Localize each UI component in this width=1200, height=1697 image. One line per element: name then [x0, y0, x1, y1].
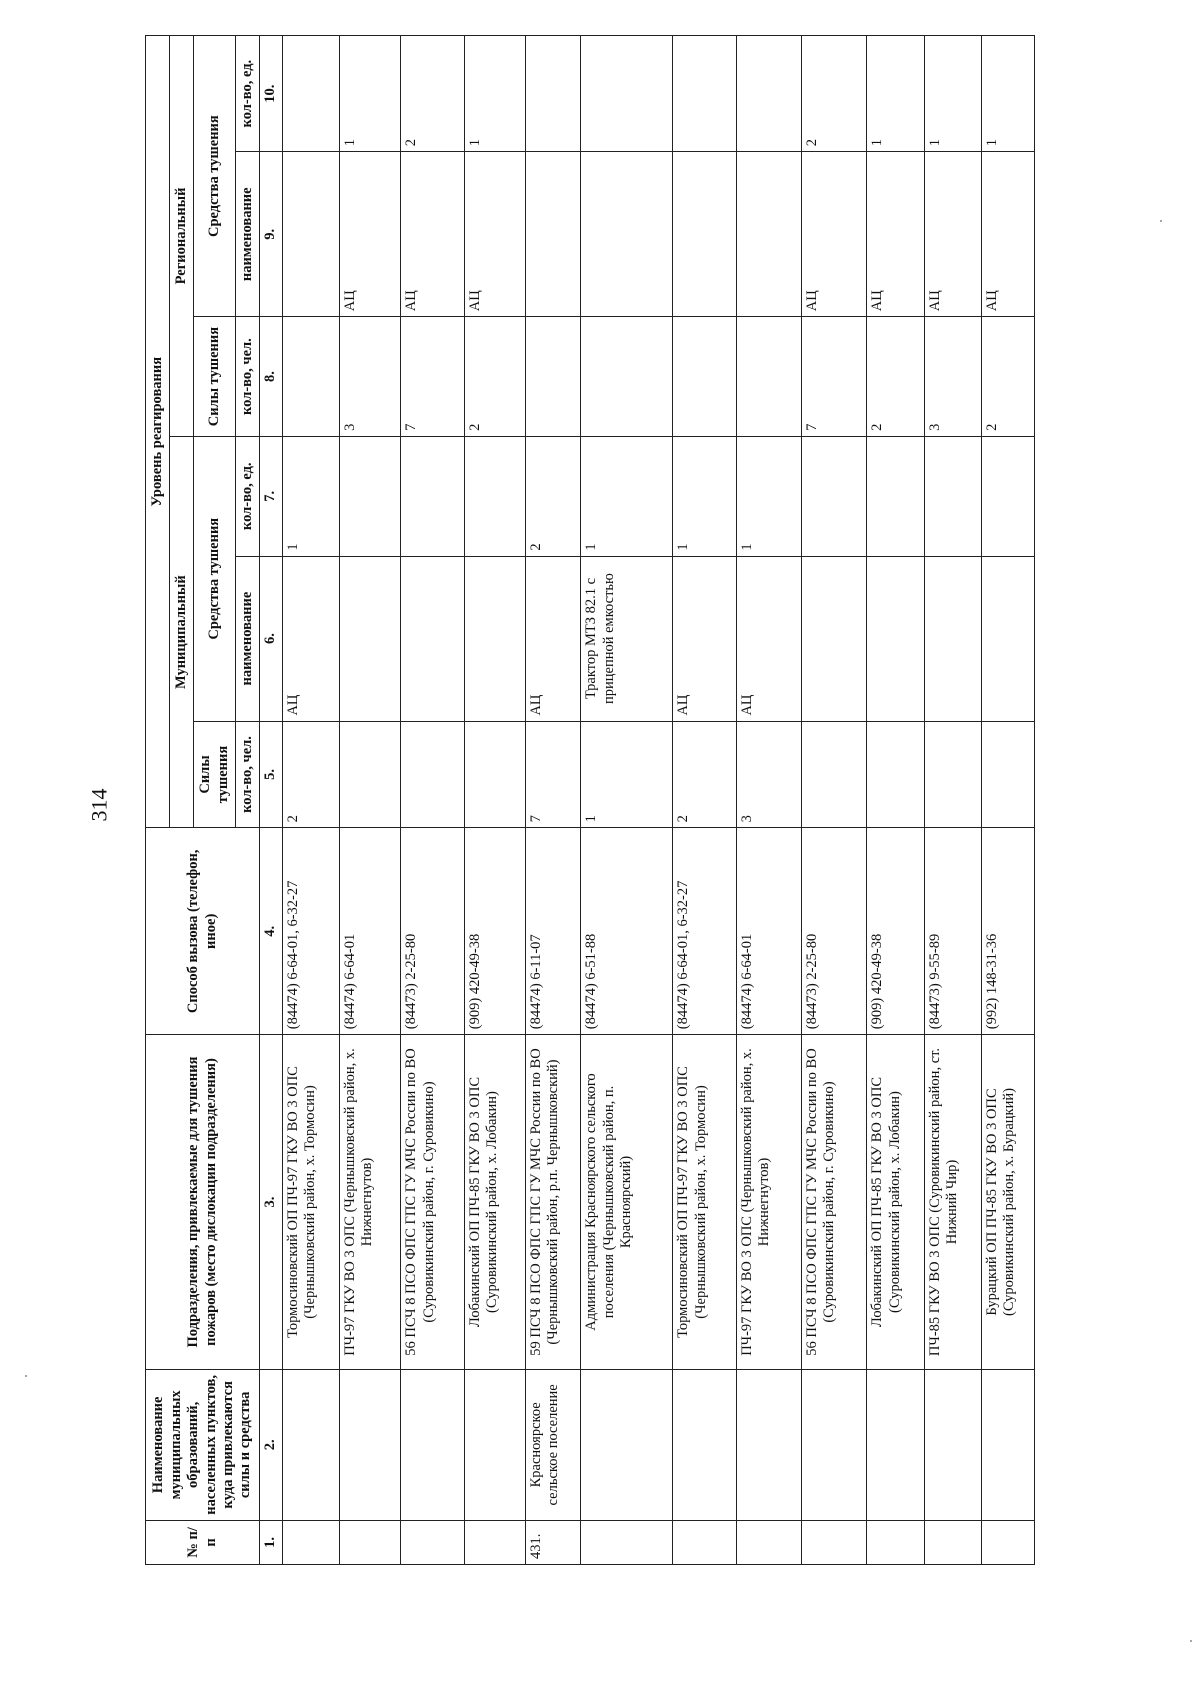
column-number: 8.: [260, 317, 283, 437]
regional-means-count: [673, 36, 736, 152]
municipality-name: [401, 1369, 464, 1520]
header-regional-means: Средства тушения: [194, 36, 236, 317]
regional-forces-count: 2: [981, 317, 1034, 437]
municipal-means-count: [981, 436, 1034, 556]
municipality-name: [282, 1369, 339, 1520]
municipal-forces-count: 1: [581, 721, 673, 828]
municipality-name: [736, 1369, 801, 1520]
regional-means-name: АЦ: [464, 152, 525, 317]
municipal-means-count: 2: [526, 436, 581, 556]
scan-speck: [1160, 220, 1162, 222]
call-phone: (84474) 6-64-01: [736, 828, 801, 1035]
regional-forces-count: 7: [801, 317, 866, 437]
municipal-means-name: Трактор МТЗ 82.1 с прицепной емкостью: [581, 556, 673, 721]
municipal-forces-count: [867, 721, 924, 828]
regional-means-name: АЦ: [801, 152, 866, 317]
regional-forces-count: [581, 317, 673, 437]
header-regional: Региональный: [170, 36, 194, 437]
row-number: [340, 1520, 401, 1564]
municipal-forces-count: 3: [736, 721, 801, 828]
table-row: [464, 36, 525, 1565]
header-municipality: Наименование муниципальных образований, населенных пунктов, куда привлекаются силы и средства: [146, 1369, 260, 1520]
municipal-forces-count: [981, 721, 1034, 828]
regional-means-count: 1: [464, 36, 525, 152]
table-row: [340, 36, 401, 1565]
header-municipal-forces: Силы тушения: [194, 721, 236, 828]
fire-response-table: [145, 35, 1035, 1565]
municipal-forces-count: [801, 721, 866, 828]
municipal-means-name: [340, 556, 401, 721]
regional-means-count: [736, 36, 801, 152]
municipal-means-name: АЦ: [526, 556, 581, 721]
regional-means-name: [581, 152, 673, 317]
table-row: [981, 36, 1034, 1565]
municipal-forces-count: [924, 721, 981, 828]
regional-means-name: [282, 152, 339, 317]
call-phone: (84474) 6-64-01, 6-32-27: [282, 828, 339, 1035]
row-number: [282, 1520, 339, 1564]
municipality-name: [924, 1369, 981, 1520]
municipality-name: [673, 1369, 736, 1520]
unit-name: Тормосиновский ОП ПЧ-97 ГКУ ВО 3 ОПС (Чернышковский район, х. Тормосин): [282, 1035, 339, 1370]
header-regional-forces: Силы тушения: [194, 317, 236, 437]
municipal-forces-count: [340, 721, 401, 828]
unit-name: Администрация Красноярского сельского поселения (Чернышковский район, п. Красноярский): [581, 1035, 673, 1370]
municipality-name: [981, 1369, 1034, 1520]
table-row: [924, 36, 981, 1565]
municipal-means-count: 1: [581, 436, 673, 556]
regional-means-name: [526, 152, 581, 317]
column-number-row: [260, 36, 283, 1565]
call-phone: (84474) 6-11-07: [526, 828, 581, 1035]
municipality-name: [581, 1369, 673, 1520]
municipal-means-count: 1: [282, 436, 339, 556]
unit-name: Лобакинский ОП ПЧ-85 ГКУ ВО 3 ОПС (Суровикинский район, х. Лобакин): [464, 1035, 525, 1370]
regional-forces-count: [736, 317, 801, 437]
page-number: 314: [86, 788, 112, 822]
row-number: [736, 1520, 801, 1564]
scan-speck: [25, 1375, 27, 1377]
municipality-name: [464, 1369, 525, 1520]
regional-forces-count: 7: [401, 317, 464, 437]
municipal-means-count: [464, 436, 525, 556]
column-number: 5.: [260, 721, 283, 828]
header-count-units: кол-во, ед.: [236, 36, 260, 152]
header-name: наименование: [236, 152, 260, 317]
municipal-means-name: [801, 556, 866, 721]
column-number: 2.: [260, 1369, 283, 1520]
regional-forces-count: 3: [340, 317, 401, 437]
row-number: [801, 1520, 866, 1564]
regional-means-name: АЦ: [401, 152, 464, 317]
municipal-forces-count: 2: [282, 721, 339, 828]
row-number: [581, 1520, 673, 1564]
column-number: 1.: [260, 1520, 283, 1564]
header-response-level: Уровень реагирования: [146, 36, 170, 828]
regional-means-name: АЦ: [924, 152, 981, 317]
column-number: 9.: [260, 152, 283, 317]
regional-means-name: АЦ: [867, 152, 924, 317]
call-phone: (84473) 2-25-80: [801, 828, 866, 1035]
municipal-means-count: 1: [736, 436, 801, 556]
municipal-forces-count: 2: [673, 721, 736, 828]
table-row: [867, 36, 924, 1565]
table-row: [401, 36, 464, 1565]
unit-name: 56 ПСЧ 8 ПСО ФПС ГПС ГУ МЧС России по ВО (Суровикинский район, г. Суровикино): [801, 1035, 866, 1370]
column-number: 6.: [260, 556, 283, 721]
municipal-means-count: [801, 436, 866, 556]
municipal-forces-count: 7: [526, 721, 581, 828]
municipality-name: [801, 1369, 866, 1520]
regional-means-count: 1: [924, 36, 981, 152]
call-phone: (84474) 6-64-01: [340, 828, 401, 1035]
header-name: наименование: [236, 556, 260, 721]
column-number: 4.: [260, 828, 283, 1035]
regional-means-count: [526, 36, 581, 152]
header-count-people: кол-во, чел.: [236, 317, 260, 437]
table-row: [282, 36, 339, 1565]
column-number: 10.: [260, 36, 283, 152]
regional-means-count: [581, 36, 673, 152]
unit-name: Бурацкий ОП ПЧ-85 ГКУ ВО 3 ОПС (Суровикинский район, х. Бурацкий): [981, 1035, 1034, 1370]
regional-forces-count: 2: [464, 317, 525, 437]
header-count-units: кол-во, ед.: [236, 436, 260, 556]
regional-means-name: АЦ: [340, 152, 401, 317]
table-row: [581, 36, 673, 1565]
unit-name: ПЧ-97 ГКУ ВО 3 ОПС (Чернышковский район, х. Нижнегнутов): [340, 1035, 401, 1370]
municipal-means-name: [981, 556, 1034, 721]
regional-forces-count: [282, 317, 339, 437]
table-row: [736, 36, 801, 1565]
municipal-means-count: [924, 436, 981, 556]
municipal-means-name: АЦ: [673, 556, 736, 721]
municipal-means-name: [401, 556, 464, 721]
regional-forces-count: [673, 317, 736, 437]
row-number: [464, 1520, 525, 1564]
regional-means-count: [282, 36, 339, 152]
unit-name: 56 ПСЧ 8 ПСО ФПС ГПС ГУ МЧС России по ВО (Суровикинский район, г. Суровикино): [401, 1035, 464, 1370]
municipal-means-count: [867, 436, 924, 556]
call-phone: (84473) 9-55-89: [924, 828, 981, 1035]
regional-forces-count: 3: [924, 317, 981, 437]
call-phone: (909) 420-49-38: [867, 828, 924, 1035]
regional-means-count: 1: [981, 36, 1034, 152]
header-call: Способ вызова (телефон, иное): [146, 828, 260, 1035]
municipal-forces-count: [401, 721, 464, 828]
regional-means-count: 2: [401, 36, 464, 152]
regional-means-count: 2: [801, 36, 866, 152]
scan-speck: [1190, 1640, 1192, 1642]
regional-forces-count: 2: [867, 317, 924, 437]
regional-means-count: 1: [340, 36, 401, 152]
regional-means-name: [673, 152, 736, 317]
table-row: [673, 36, 736, 1565]
call-phone: (992) 148-31-36: [981, 828, 1034, 1035]
call-phone: (909) 420-49-38: [464, 828, 525, 1035]
municipal-means-name: АЦ: [736, 556, 801, 721]
table-row: [801, 36, 866, 1565]
regional-means-count: 1: [867, 36, 924, 152]
column-number: 7.: [260, 436, 283, 556]
header-units: Подразделения, привлекаемые для тушения пожаров (место дислокации подразделения): [146, 1035, 260, 1370]
municipality-name: [867, 1369, 924, 1520]
unit-name: Тормосиновский ОП ПЧ-97 ГКУ ВО 3 ОПС (Чернышковский район, х. Тормосин): [673, 1035, 736, 1370]
municipal-means-name: [924, 556, 981, 721]
header-no: № п/п: [146, 1520, 260, 1564]
rotated-table-frame: [145, 35, 1035, 1565]
row-number: [401, 1520, 464, 1564]
regional-forces-count: [526, 317, 581, 437]
unit-name: Лобакинский ОП ПЧ-85 ГКУ ВО 3 ОПС (Суровикинский район, х. Лобакин): [867, 1035, 924, 1370]
row-number: [673, 1520, 736, 1564]
regional-means-name: [736, 152, 801, 317]
unit-name: 59 ПСЧ 8 ПСО ФПС ГПС ГУ МЧС России по ВО (Чернышковский район, р.п. Чернышковский): [526, 1035, 581, 1370]
row-number: [867, 1520, 924, 1564]
call-phone: (84474) 6-64-01, 6-32-27: [673, 828, 736, 1035]
unit-name: ПЧ-97 ГКУ ВО 3 ОПС (Чернышковский район, х. Нижнегнутов): [736, 1035, 801, 1370]
municipal-means-name: [464, 556, 525, 721]
row-number: [981, 1520, 1034, 1564]
header-municipal-means: Средства тушения: [194, 436, 236, 721]
unit-name: ПЧ-85 ГКУ ВО 3 ОПС (Суровикинский район, ст. Нижний Чир): [924, 1035, 981, 1370]
municipality-name: [340, 1369, 401, 1520]
municipality-name: Красноярское сельское поселение: [526, 1369, 581, 1520]
header-count-people: кол-во, чел.: [236, 721, 260, 828]
regional-means-name: АЦ: [981, 152, 1034, 317]
municipal-forces-count: [464, 721, 525, 828]
municipal-means-count: [340, 436, 401, 556]
municipal-means-name: АЦ: [282, 556, 339, 721]
column-number: 3.: [260, 1035, 283, 1370]
row-number: 431.: [526, 1520, 581, 1564]
call-phone: (84473) 2-25-80: [401, 828, 464, 1035]
call-phone: (84474) 6-51-88: [581, 828, 673, 1035]
table-row: [526, 36, 581, 1565]
municipal-means-count: 1: [673, 436, 736, 556]
row-number: [924, 1520, 981, 1564]
municipal-means-count: [401, 436, 464, 556]
header-municipal: Муниципальный: [170, 436, 194, 828]
municipal-means-name: [867, 556, 924, 721]
